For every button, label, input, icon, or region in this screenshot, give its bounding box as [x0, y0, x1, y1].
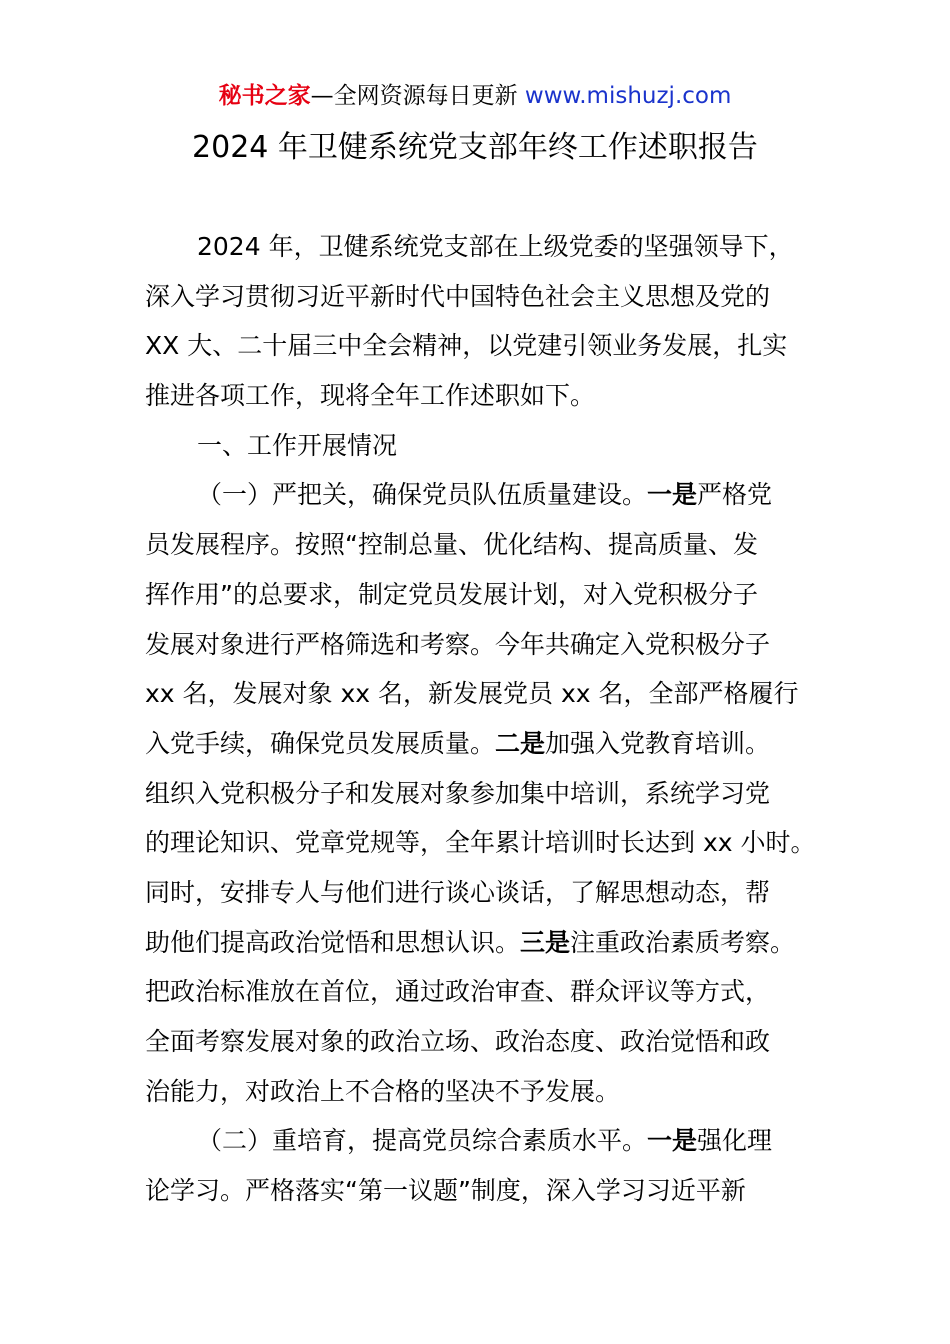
text-segment: （一）严把关，确保党员队伍质量建设。: [197, 480, 648, 510]
text-segment: 治能力，对政治上不合格的坚决不予发展。: [145, 1076, 621, 1106]
text-segment: 员发展程序。按照“控制总量、优化结构、提高质量、发: [145, 530, 758, 560]
body-line: [145, 272, 835, 322]
text-segment: 组织入党积极分子和发展对象参加集中培训，系统学习党: [145, 778, 771, 808]
site-tagline: —全网资源每日更新: [310, 83, 518, 109]
body-line: [145, 570, 835, 620]
document-title: 2024 年卫健系统党支部年终工作述职报告: [192, 130, 758, 165]
text-segment: 注重政治素质考察。: [570, 927, 796, 957]
text-segment: 推进各项工作，现将全年工作述职如下。: [145, 381, 596, 411]
emphasis-text: 一是: [647, 1126, 698, 1156]
body-line: [145, 669, 835, 719]
text-segment: 强化理: [697, 1126, 773, 1156]
site-header: [0, 81, 950, 111]
emphasis-text: 二是: [495, 728, 546, 758]
body-line: [145, 1116, 835, 1166]
text-segment: 的理论知识、党章党规等，全年累计培训时长达到 xx 小时。: [145, 828, 816, 858]
site-brand: 秘书之家: [218, 83, 311, 109]
body-line: [145, 769, 835, 819]
text-segment: 发展对象进行严格筛选和考察。今年共确定入党积极分子: [145, 629, 771, 659]
document-body: [145, 222, 835, 1216]
text-segment: （二）重培育，提高党员综合素质水平。: [197, 1126, 648, 1156]
text-segment: 挥作用”的总要求，制定党员发展计划，对入党积极分子: [145, 579, 758, 609]
text-segment: 助他们提高政治觉悟和思想认识。: [145, 927, 521, 957]
text-segment: 入党手续，确保党员发展质量。: [145, 728, 496, 758]
body-line: [145, 868, 835, 918]
text-segment: 一、工作开展情况: [197, 430, 398, 460]
body-line: [145, 918, 835, 968]
text-segment: xx 名，发展对象 xx 名，新发展党员 xx 名，全部严格履行: [145, 679, 799, 709]
body-line: [145, 321, 835, 371]
text-segment: 严格党: [697, 480, 773, 510]
body-line: [145, 967, 835, 1017]
body-line: [145, 818, 835, 868]
text-segment: 加强入党教育培训。: [545, 728, 771, 758]
body-line: [145, 371, 835, 421]
body-line: [145, 1166, 835, 1216]
site-url-link[interactable]: www.mishuzj.com: [524, 83, 732, 109]
body-line: [145, 470, 835, 520]
body-line: [145, 1017, 835, 1067]
text-segment: 全面考察发展对象的政治立场、政治态度、政治觉悟和政: [145, 1027, 771, 1056]
body-line: [145, 620, 835, 670]
text-segment: 论学习。严格落实“第一议题”制度，深入学习习近平新: [145, 1176, 746, 1206]
emphasis-text: 三是: [520, 927, 571, 957]
emphasis-text: 一是: [647, 480, 698, 510]
body-line: [145, 719, 835, 769]
section-heading: [145, 421, 835, 471]
text-segment: 2024 年，卫健系统党支部在上级党委的坚强领导下，: [197, 232, 794, 261]
text-segment: XX 大、二十届三中全会精神，以党建引领业务发展，扎实: [145, 331, 788, 361]
body-line: [145, 222, 835, 272]
text-segment: 深入学习贯彻习近平新时代中国特色社会主义思想及党的: [145, 281, 771, 311]
body-line: [145, 520, 835, 570]
text-segment: 把政治标准放在首位，通过政治审查、群众评议等方式，: [145, 977, 771, 1007]
text-segment: 同时，安排专人与他们进行谈心谈话，了解思想动态，帮: [145, 877, 771, 907]
body-line: [145, 1067, 835, 1117]
